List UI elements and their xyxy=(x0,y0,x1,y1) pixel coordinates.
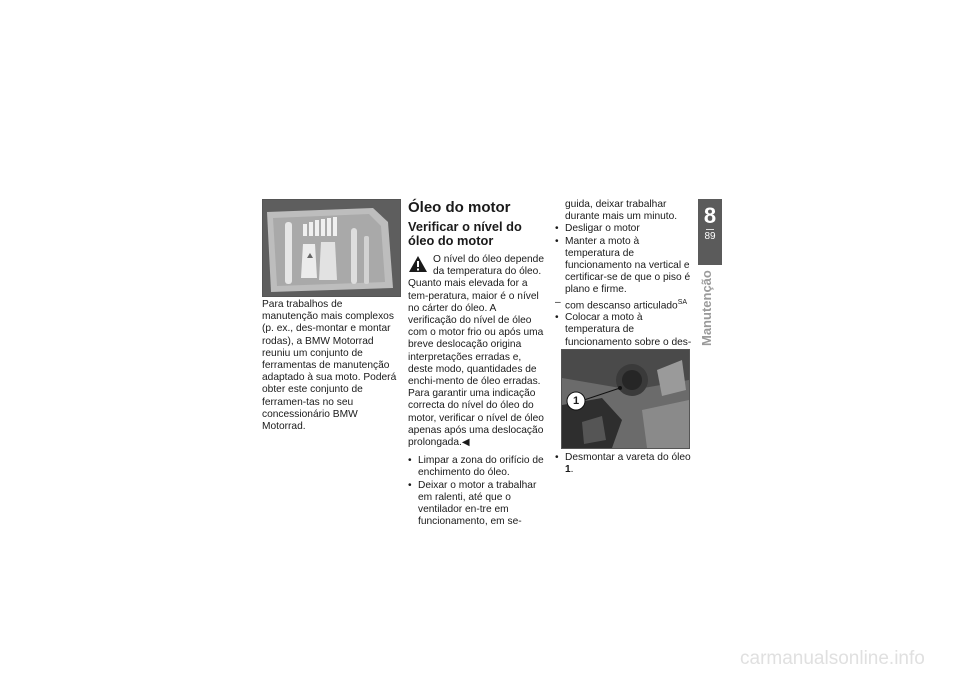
photo-callout-number: 1 xyxy=(572,395,580,407)
final-step-text: Desmontar a vareta do óleo xyxy=(565,452,691,463)
page-number: 89 xyxy=(704,231,716,242)
oil-paragraph-text: Para garantir uma indicação correcta do nível do óleo do motor, verificar o nível de óleo apenas após uma deslocação prolongada. xyxy=(408,388,544,449)
warning-text: O nível do óleo depende da temperatura do óleo. Quanto mais elevada for a tem-peratura, maior é o nível no cárter do óleo. A verificação do nível de óleo com o motor frio ou após uma breve deslocação origina interpretações erradas e, deste modo, quantidades de enchi-mento de óleo erradas. xyxy=(408,254,545,388)
steps-list-3 xyxy=(555,452,695,476)
list-item: • Deixar o motor a trabalhar em ralenti, até que o ventilador en-tre em funcionamento, em se- xyxy=(408,480,546,529)
continuation-text: guida, deixar trabalhar durante mais um minuto. xyxy=(565,199,678,223)
list-item-text: Colocar a moto à temperatura de funcionamento sobre o des- xyxy=(565,312,692,348)
list-item: • Manter a moto à temperatura de funcionamento na vertical e certificar-se de que o piso é plano e firme. xyxy=(555,236,693,297)
toolkit-illustration xyxy=(263,200,400,296)
dash-item-sup: SA xyxy=(677,298,688,306)
chapter-divider xyxy=(706,229,714,230)
footer-watermark: carmanualsonline.info xyxy=(740,648,925,669)
toolkit-caption: Para trabalhos de manutenção mais complexos (p. ex., des-montar e montar rodas), a BMW Motorrad reuniu um conjunto de ferramentas de manutenção adaptado à sua moto. Poderá obter este conjunto de ferramen-tas no seu concessionário BMW Motorrad. xyxy=(262,299,397,433)
warning-block xyxy=(408,254,546,388)
dash-item-text: com descanso articulado xyxy=(565,300,678,312)
subsection-title: Verificar o nível do óleo do motor xyxy=(408,219,522,248)
middle-column xyxy=(408,199,546,528)
list-item: • Desligar o motor xyxy=(555,223,693,235)
engine-photo xyxy=(561,349,690,449)
final-step-ref: 1 xyxy=(565,464,571,476)
chapter-number: 8 xyxy=(703,203,717,228)
steps-list xyxy=(408,455,546,528)
list-item-dash xyxy=(555,297,693,313)
chapter-tab xyxy=(698,199,722,265)
oil-paragraph xyxy=(408,388,546,449)
final-step xyxy=(555,452,695,476)
section-title: Óleo do motor xyxy=(408,199,511,216)
list-item: • Limpar a zona do orifício de enchimento do óleo. xyxy=(408,455,546,479)
warning-triangle-icon xyxy=(408,255,428,273)
end-mark: ◀ xyxy=(461,437,470,449)
chapter-label: Manutenção xyxy=(699,270,714,346)
toolkit-photo xyxy=(262,199,401,297)
final-step-end: . xyxy=(570,464,574,476)
list-item xyxy=(555,452,695,476)
